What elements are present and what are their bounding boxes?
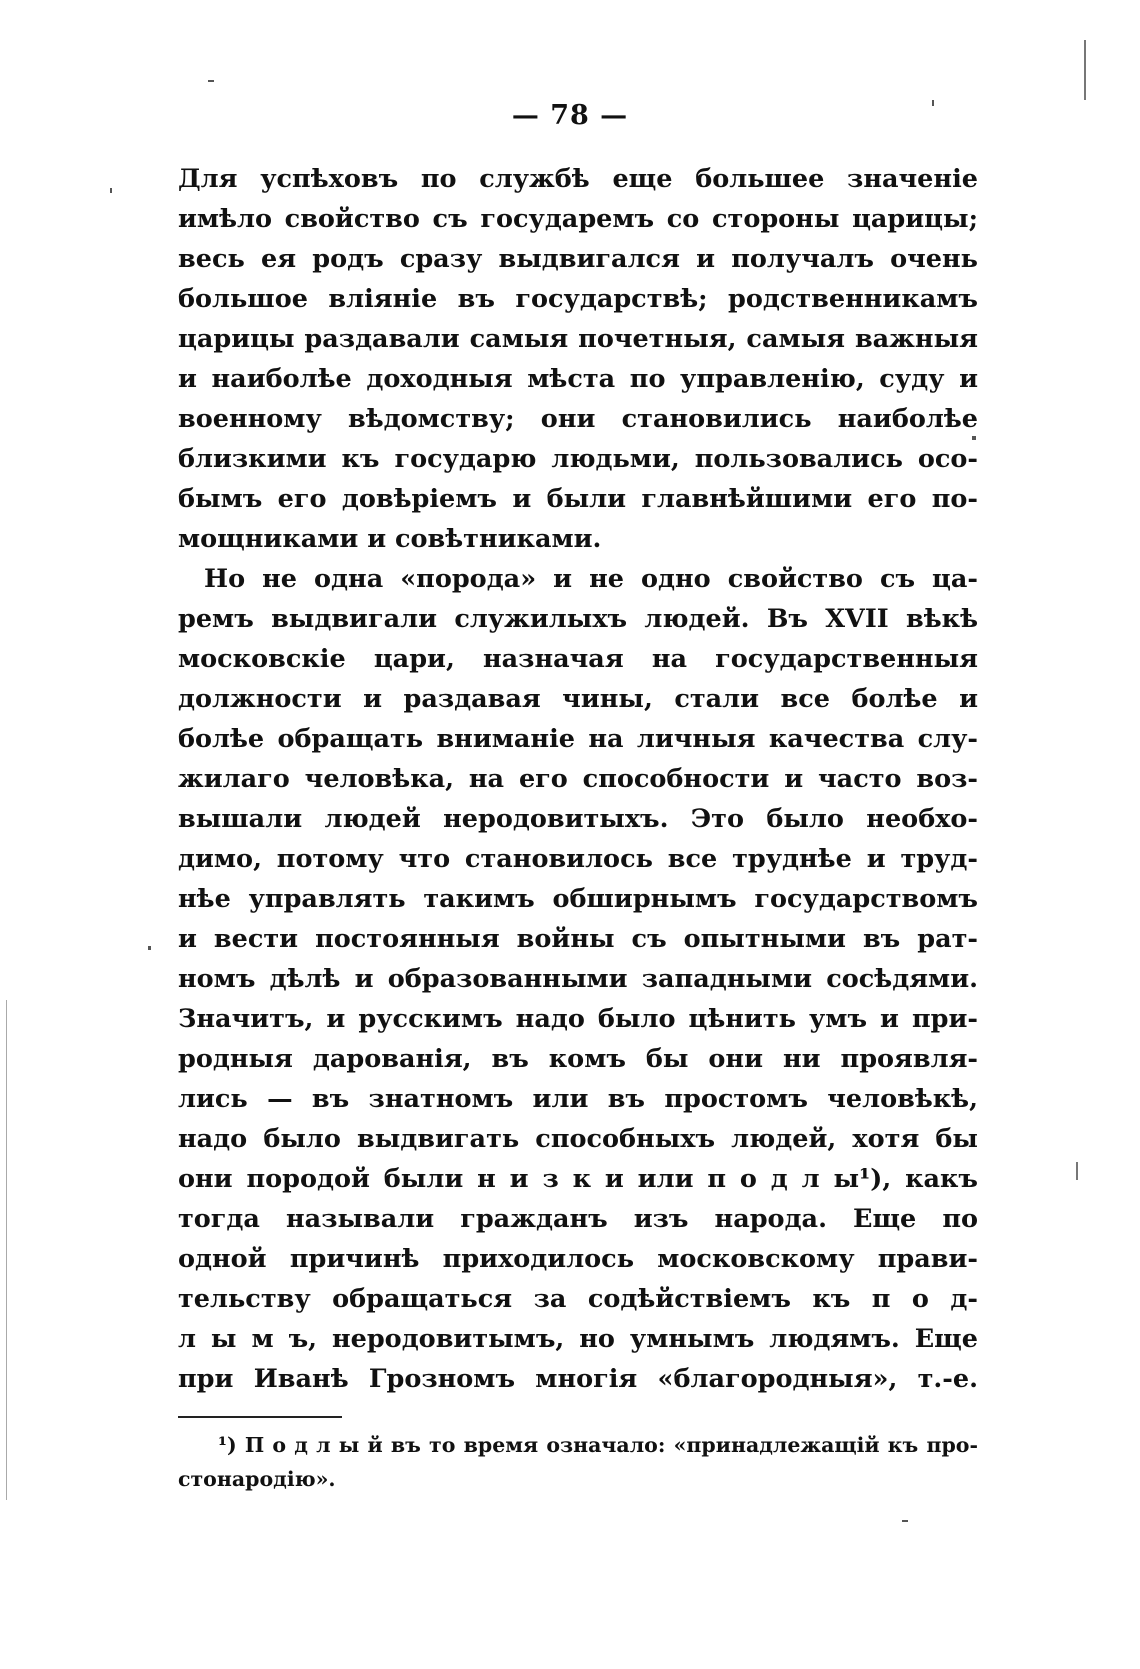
text-line: при Иванѣ Грозномъ многiя «благородныя», т.-е. <box>178 1364 978 1394</box>
text-line: тельству обращаться за содѣйствiемъ къ п о д- <box>178 1284 978 1314</box>
text-line: одной причинѣ приходилось московскому прави- <box>178 1244 978 1274</box>
text-line: близкими къ государю людьми, пользовались осо- <box>178 444 978 474</box>
text-line: бымъ его довѣрiемъ и были главнѣйшими его по- <box>178 484 978 514</box>
text-line: они породой были н и з к и или п о д л ы¹), какъ <box>178 1164 978 1194</box>
text-line: Для успѣховъ по службѣ еще большее значенiе <box>178 164 978 194</box>
text-line: болѣе обращать вниманiе на личныя качества слу- <box>178 724 978 754</box>
text-line: л ы м ъ, неродовитымъ, но умнымъ людямъ. Еще <box>178 1324 978 1354</box>
text-line: царицы раздавали самыя почетныя, самыя важныя <box>178 324 978 354</box>
scan-edge-line <box>1084 40 1086 100</box>
scan-edge-line <box>6 1000 7 1500</box>
text-line: надо было выдвигать способныхъ людей, хотя бы <box>178 1124 978 1154</box>
body-text <box>178 159 978 1399</box>
scan-speck <box>110 188 112 193</box>
scan-speck <box>148 946 151 950</box>
scan-edge-line <box>1076 1162 1078 1180</box>
text-line: нѣе управлять такимъ обширнымъ государствомъ <box>178 884 978 914</box>
footnote-line: ¹) П о д л ы й въ то время означало: «принадлежащiй къ про- <box>218 1433 978 1457</box>
text-line: лись — въ знатномъ или въ простомъ человѣкѣ, <box>178 1084 978 1114</box>
footnote <box>178 1428 978 1496</box>
text-line: димо, потому что становилось все труднѣе и труд- <box>178 844 978 874</box>
text-line: вышали людей неродовитыхъ. Это было необхо- <box>178 804 978 834</box>
paragraph-start-line: Но не одна «порода» и не одно свойство съ ца- <box>204 564 978 594</box>
text-line: родныя дарованiя, въ комъ бы они ни проявля- <box>178 1044 978 1074</box>
text-line: московскiе цари, назначая на государственныя <box>178 644 978 674</box>
page-number: — 78 — <box>511 100 629 131</box>
text-line: весь ея родъ сразу выдвигался и получалъ очень <box>178 244 978 274</box>
text-line: и наиболѣе доходныя мѣста по управленiю, суду и <box>178 364 978 394</box>
scan-speck <box>902 1520 908 1522</box>
paragraph-end-line: мощниками и совѣтниками. <box>178 524 602 554</box>
scan-speck <box>932 100 934 106</box>
scan-speck <box>208 80 214 82</box>
text-line: номъ дѣлѣ и образованными западными сосѣдями. <box>178 964 978 994</box>
text-line: Значитъ, и русскимъ надо было цѣнить умъ и при- <box>178 1004 978 1034</box>
footnote-line: стонародiю». <box>178 1467 336 1491</box>
text-line: ремъ выдвигали служилыхъ людей. Въ XVII вѣкѣ <box>178 604 978 634</box>
scan-speck <box>972 436 976 440</box>
text-line: должности и раздавая чины, стали все болѣе и <box>178 684 978 714</box>
footnote-divider <box>178 1416 342 1418</box>
text-line: большое влiянiе въ государствѣ; родственникамъ <box>178 284 978 314</box>
text-line: и вести постоянныя войны съ опытными въ рат- <box>178 924 978 954</box>
text-line: военному вѣдомству; они становились наиболѣе <box>178 404 978 434</box>
text-line: имѣло свойство съ государемъ со стороны царицы; <box>178 204 978 234</box>
text-line: тогда называли гражданъ изъ народа. Еще по <box>178 1204 978 1234</box>
text-line: жилаго человѣка, на его способности и часто воз- <box>178 764 978 794</box>
